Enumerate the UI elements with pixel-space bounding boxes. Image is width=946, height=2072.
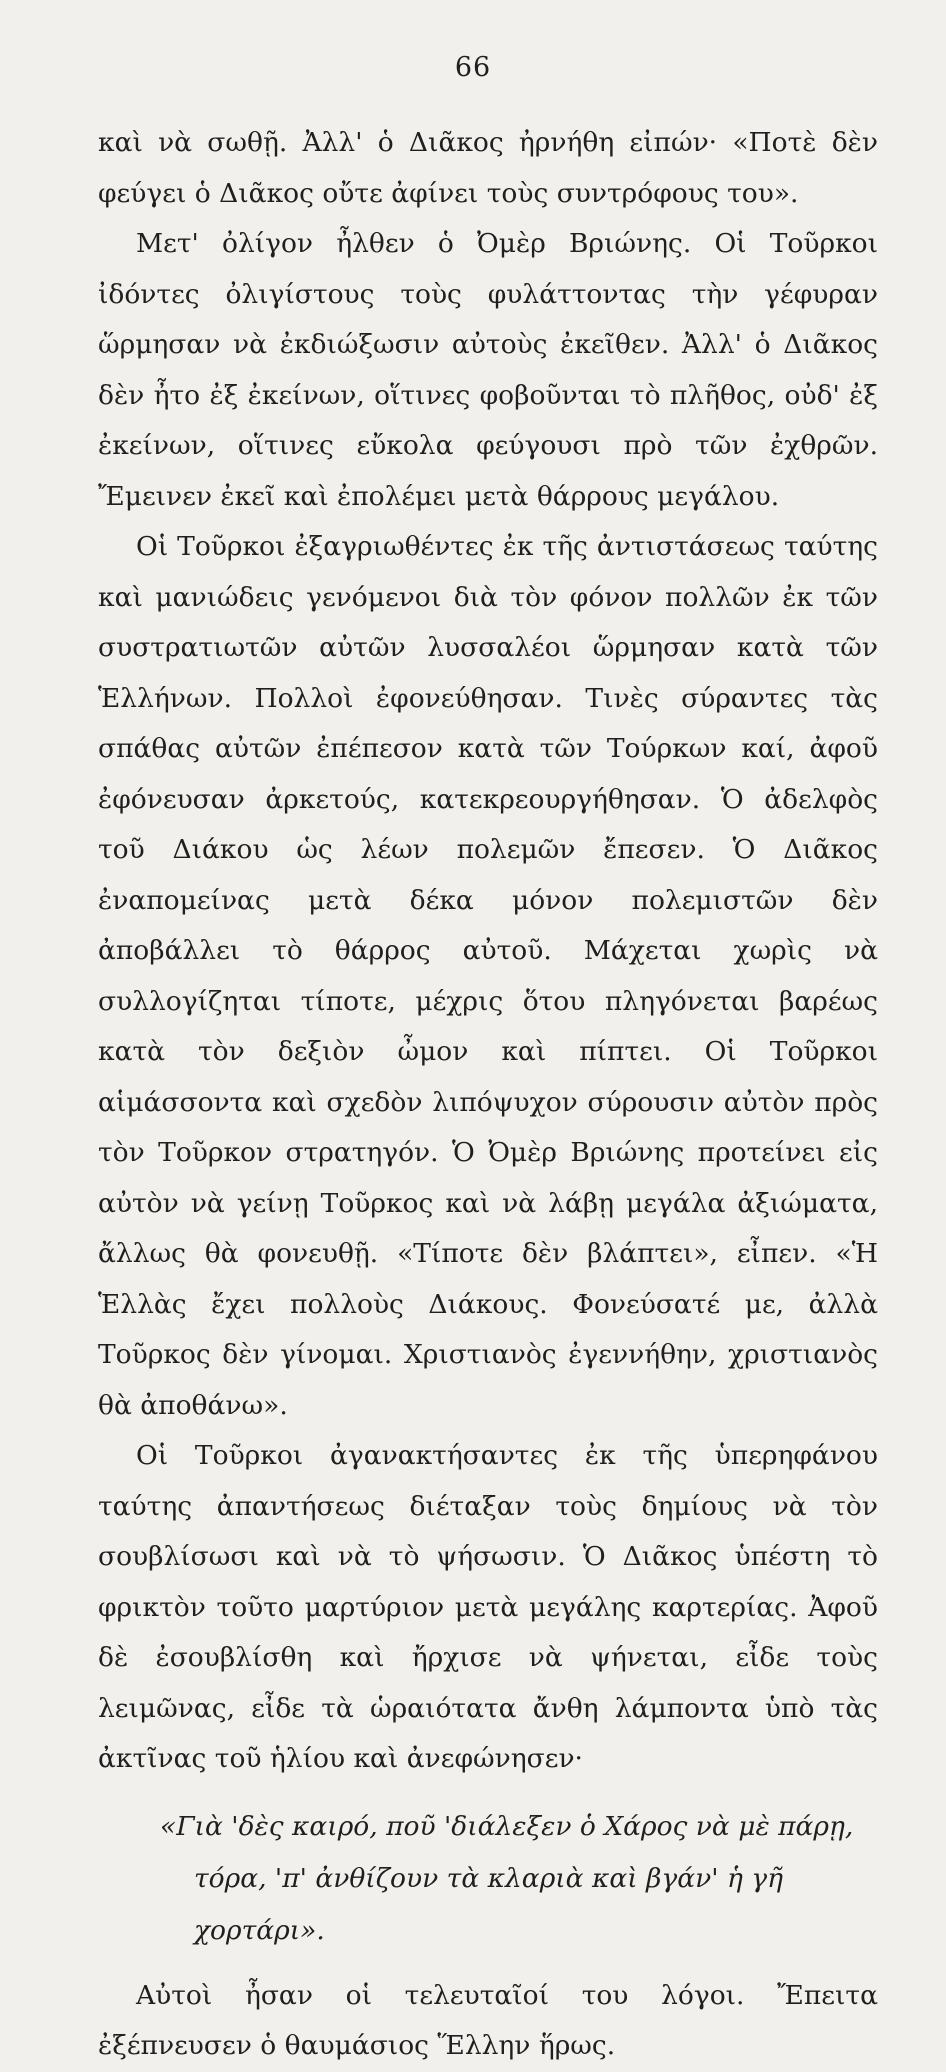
paragraph-martyrdom: Οἱ Τοῦρκοι ἀγανακτήσαντες ἐκ τῆς ὑπερηφάνου ταύτης ἀπαντήσεως διέταξαν τοὺς δημίους νὰ τὸν σουβλίσωσι καὶ νὰ τὸ ψήσωσιν. Ὁ Διᾶκος ὑπέστη τὸ φρικτὸν τοῦτο μαρτύριον μετὰ μεγάλης καρτερίας. Ἀφοῦ δὲ ἐσουβλίσθη καὶ ἤρχισε νὰ ψήνεται, εἶδε τοὺς λειμῶνας, εἶδε τὰ ὡραιότατα ἄνθη λάμποντα ὑπὸ τὰς ἀκτῖνας τοῦ ἡλίου καὶ ἀνεφώνησεν·	[98, 1440, 878, 1774]
paragraph-closing: Αὐτοὶ ἦσαν οἱ τελευταῖοί του λόγοι. Ἔπειτα ἐξέπνευσεν ὁ θαυμάσιος Ἕλλην ἥρως.	[98, 1979, 878, 2061]
paragraph-omer-brionis: Μετ' ὀλίγον ἦλθεν ὁ Ὀμὲρ Βριώνης. Οἱ Τοῦρκοι ἰδόντες ὀλιγίστους τοὺς φυλάττοντας τὴν γέφυραν ὥρμησαν νὰ ἐκδιώξωσιν αὐτοὺς ἐκεῖθεν. Ἀλλ' ὁ Διᾶκος δὲν ἦτο ἐξ ἐκείνων, οἵτινες φοβοῦνται τὸ πλῆθος, οὐδ' ἐξ ἐκείνων, οἵτινες εὔκολα φεύγουσι πρὸ τῶν ἐχθρῶν. Ἔμεινεν ἐκεῖ καὶ ἐπολέμει μετὰ θάρρους μεγάλου.	[98, 228, 878, 512]
paragraph-continuation: καὶ νὰ σωθῇ. Ἀλλ' ὁ Διᾶκος ἠρνήθη εἰπών· «Ποτὲ δὲν φεύγει ὁ Διᾶκος οὔτε ἀφίνει τοὺς συντρόφους του».	[98, 127, 878, 209]
page-number: 66	[454, 52, 492, 83]
verse-quote	[160, 1801, 878, 1957]
verse-line-1: «Γιὰ 'δὲς καιρό, ποῦ 'διάλεξεν ὁ Χάρος νὰ μὲ πάρῃ,	[160, 1810, 854, 1842]
verse-line-2: τόρα, 'π' ἀνθίζουν τὰ κλαριὰ καὶ βγάν' ἡ γῆ χορτάρι».	[194, 1862, 783, 1946]
paragraph-battle: Οἱ Τοῦρκοι ἐξαγριωθέντες ἐκ τῆς ἀντιστάσεως ταύτης καὶ μανιώδεις γενόμενοι διὰ τὸν φόνον πολλῶν ἐκ τῶν συστρατιωτῶν αὐτῶν λυσσαλέοι ὥρμησαν κατὰ τῶν Ἑλλήνων. Πολλοὶ ἐφονεύθησαν. Τινὲς σύραντες τὰς σπάθας αὐτῶν ἐπέπεσον κατὰ τῶν Τούρκων καί, ἀφοῦ ἐφόνευσαν ἀρκετούς, κατεκρεουργήθησαν. Ὁ ἀδελφὸς τοῦ Διάκου ὡς λέων πολεμῶν ἔπεσεν. Ὁ Διᾶκος ἐναπομείνας μετὰ δέκα μόνον πολεμιστῶν δὲν ἀποβάλλει τὸ θάρρος αὐτοῦ. Μάχεται χωρὶς νὰ συλλογίζηται τίποτε, μέχρις ὅτου πληγόνεται βαρέως κατὰ τὸν δεξιὸν ὦμον καὶ πίπτει. Οἱ Τοῦρκοι αἱμάσσοντα καὶ σχεδὸν λιπόψυχον σύρουσιν αὐτὸν πρὸς τὸν Τοῦρκον στρατηγόν. Ὁ Ὀμὲρ Βριώνης προτείνει εἰς αὐτὸν νὰ γείνῃ Τοῦρκος καὶ νὰ λάβῃ μεγάλα ἀξιώματα, ἄλλως θὰ φονευθῇ. «Τίποτε δὲν βλάπτει», εἶπεν. «Ἡ Ἑλλὰς ἔχει πολλοὺς Διάκους. Φονεύσατέ με, ἀλλὰ Τοῦρκος δὲν γίνομαι. Χριστιανὸς ἐγεννήθην, χριστιανὸς θὰ ἀποθάνω».	[98, 531, 878, 1421]
body-text	[98, 118, 878, 2072]
